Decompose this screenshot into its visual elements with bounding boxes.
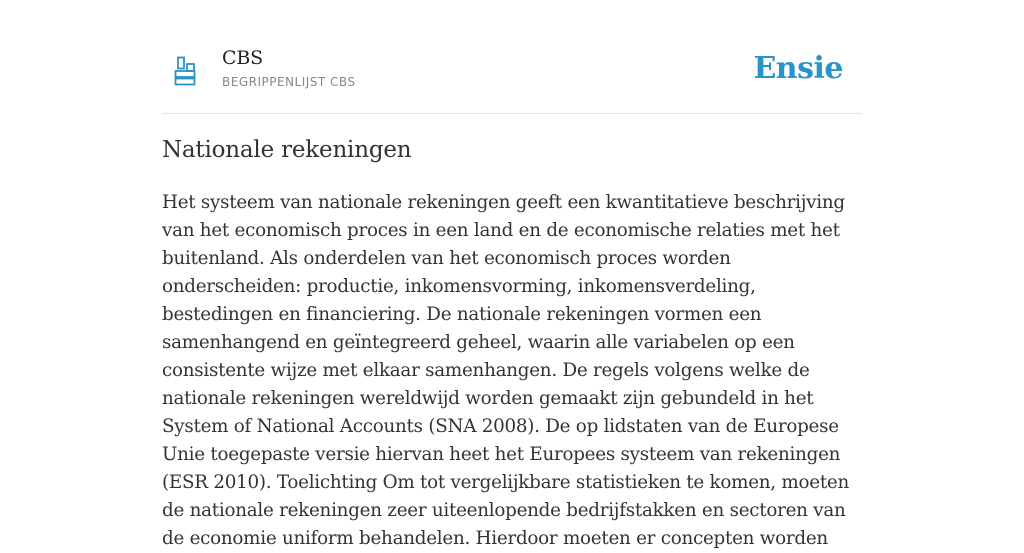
term-title: Nationale rekeningen — [162, 137, 412, 163]
source-subtitle[interactable]: BEGRIPPENLIJST CBS — [222, 75, 356, 89]
ensie-logo[interactable]: Ensie — [753, 51, 843, 86]
cbs-logo-icon[interactable] — [174, 56, 198, 86]
header — [162, 40, 862, 114]
term-definition: Het systeem van nationale rekeningen geeft een kwantitatieve beschrijving van het economisch proces in een land en de economische relaties met het buitenland. Als onderdelen van het economisch proces worden onderscheiden: productie, inkomensvorming, inkomensverdeling, bestedingen en financiering. De nationale rekeningen vormen een samenhangend en geïntegreerd geheel, waarin alle variabelen op een consistente wijze met elkaar samenhangen. De regels volgens welke de nationale rekeningen wereldwijd worden gemaakt zijn gebundeld in het System of National Accounts (SNA 2008). De op lidstaten van de Europese Unie toegepaste versie hiervan heet het Europees systeem van rekeningen (ESR 2010). Toelichting Om tot vergelijkbare statistieken te komen, moeten de nationale rekeningen zeer uiteenlopende bedrijfstakken en sectoren van de economie uniform behandelen. Hierdoor moeten er concepten worden — [162, 192, 850, 549]
source-title[interactable]: CBS — [222, 47, 263, 69]
